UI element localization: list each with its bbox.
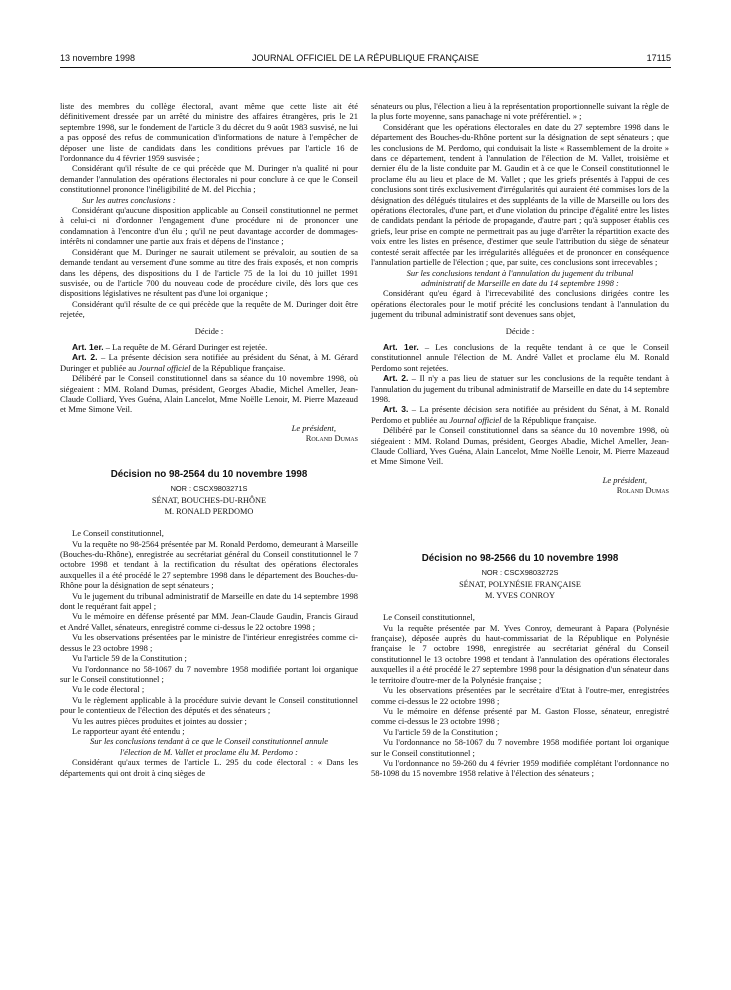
paragraph: Vu le mémoire en défense présenté par MM. Jean-Claude Gaudin, Francis Giraud et André Vallet, sénateurs, enregistré comme ci-dessus le 22 octobre 1998 ;: [60, 611, 358, 632]
paragraph: Vu le mémoire en défense présenté par M. Gaston Flosse, sénateur, enregistré comme ci-dessus le 23 octobre 1998 ;: [371, 705, 669, 727]
paragraph: Vu le code électoral ;: [72, 684, 145, 695]
article-1: Art. 1er. – Les conclusions de la requête tendant à ce que le Conseil constitutionnel annule l'élection de M. André Vallet et proclame élu M. Ronald Perdomo sont rejetées.: [371, 341, 670, 373]
paragraph: liste des membres du collège électoral, avant même que cette liste ait été définitivement dressée par un arrêté du ministre des affaires étrangères, pris le 21 septembre 1998, sur le fondement de l'article 3 du décret du 9 août 1983 susvisé, ne lui a pas opposé des refus de communication d'informations de nature à l'empêcher de déposer une liste de candidats dans les conditions prévues par l'article 16 de l'ordonnance du 4 février 1959 susvisée ;: [60, 101, 358, 164]
paragraph: Considérant qu'aucune disposition applicable au Conseil constitutionnel ne permet à celui-ci ni d'ordonner l'engagement d'une procédure ni de prononcer une condamnation à l'encontre d'un élu ; qu'il ne peut davantage accorder de dommages-intérêts ni condamner une partie aux frais et dépens de l'instance ;: [60, 205, 358, 247]
article-label: Art. 3.: [383, 404, 409, 415]
election-location: SÉNAT, POLYNÉSIE FRANÇAISE: [459, 580, 581, 590]
article-label: Art. 1er.: [383, 341, 419, 352]
article-label: Art. 2.: [72, 352, 98, 363]
paragraph: Considérant qu'aux termes de l'article L. 295 du code électoral : « Dans les départements qui ont droit à cinq sièges de: [60, 757, 358, 778]
party-name: M. RONALD PERDOMO: [164, 506, 254, 516]
decision-title: Décision no 98-2566 du 10 novembre 1998: [421, 552, 619, 564]
right-column: [371, 101, 669, 779]
header-journal-title: JOURNAL OFFICIEL DE LA RÉPUBLIQUE FRANÇAISE: [252, 53, 479, 63]
paragraph: Vu les observations présentées par le secrétaire d'Etat à l'outre-mer, enregistrées comme ci-dessus le 22 octobre 1998 ;: [371, 685, 669, 706]
header-date: 13 novembre 1998: [60, 53, 136, 63]
article-label: Art. 1er.: [72, 341, 104, 352]
paragraph: Vu les autres pièces produites et jointes au dossier ;: [72, 715, 247, 726]
paragraph: Le rapporteur ayant été entendu ;: [72, 725, 185, 736]
nor-reference: NOR : CSCX9803272S: [481, 568, 559, 578]
signature-name: Roland Dumas: [616, 485, 669, 496]
page-header: [60, 53, 671, 67]
paragraph: Considérant qu'eu égard à l'irrecevabilité des conclusions dirigées contre les opérations électorales pour le motif précité les conclusions tendant à l'annulation du jugement du tribunal administratif sont devenues sans objet,: [371, 288, 669, 320]
article-label: Art. 2.: [383, 373, 409, 384]
party-name: M. YVES CONROY: [485, 590, 555, 600]
paragraph: Considérant que les opérations électorales en date du 27 septembre 1998 dans le département des Bouches-du-Rhône portent sur la désignation de sept sénateurs ; que les conclusions de M. Perdomo, qui conduisait la liste « Rassemblement de la droite » dans ce département, tendent à l'annulation de l'élection de M. Vallet, troisième et dernier élu de la liste conduite par M. Gaudin et à ce que le Conseil constitutionnel le proclame élu au lieu et place de M. Vallet ; que les griefs présentés à l'appui de ces conclusions sont tirés exclusivement d'irrégularités qui auraient été commises lors de la désignation des délégués titulaires et des suppléants de la ville de Marseille ou lors des opérations électorales, d'une part, et d'une violation du principe d'égalité entre les listes de candidats pendant la période de propagande, d'autre part ; qu'à supposer établis ces griefs, leur prise en compte ne permettrait pas au juge d'arrêter la répartition exacte des voix entre les listes en présence, d'estimer que seule l'attribution du siège de sénateur contesté serait affectée par les irrégularités alléguées et de prononcer en conséquence l'annulation partielle de l'élection ; que, par suite, ces conclusions sont irrecevables ;: [371, 121, 669, 268]
section-heading: Sur les autres conclusions :: [82, 194, 176, 205]
signature-title: Le président,: [291, 422, 336, 433]
paragraph: Considérant que M. Duringer ne saurait utilement se prévaloir, au soutien de sa demande tendant au versement d'une somme au titre des frais exposés, et non compris dans les dépens, des dispositions du I de l'article 75 de la loi du 10 juillet 1991 susvisée, ou de l'article 700 du nouveau code de procédure civile, dès lors que ces dispositions législatives ne résultent pas d'une loi organique ;: [60, 246, 358, 299]
decision-title: Décision no 98-2564 du 10 novembre 1998: [110, 468, 308, 480]
section-heading: Sur les conclusions tendant à l'annulation du jugement du tribunal administratif de Marseille en date du 14 septembre 1998 :: [406, 267, 634, 288]
article-2: Art. 2. – Il n'y a pas lieu de statuer sur les conclusions de la requête tendant à l'annulation du jugement du tribunal administratif de Marseille en date du 14 septembre 1998.: [371, 373, 670, 404]
paragraph: Vu l'article 59 de la Constitution ;: [72, 653, 187, 664]
paragraph: Vu l'article 59 de la Constitution ;: [383, 726, 498, 737]
signature-title: Le président,: [602, 474, 647, 485]
header-page-number: 17115: [646, 53, 671, 63]
election-location: SÉNAT, BOUCHES-DU-RHÔNE: [151, 496, 267, 506]
article-1: Art. 1er. – La requête de M. Gérard Duringer est rejetée.: [72, 341, 268, 352]
left-column: [60, 101, 358, 778]
deliberation: Délibéré par le Conseil constitutionnel dans sa séance du 10 novembre 1998, où siégeaient : MM. Roland Dumas, président, Georges Abadie, Michel Ameller, Jean-Claude Colliard, Yves Guéna, Alain Lancelot, Mme Noëlle Lenoir, M. Pierre Mazeaud et Mme Simone Veil.: [60, 373, 358, 415]
signature-name: Roland Dumas: [305, 433, 358, 444]
paragraph: Le Conseil constitutionnel,: [72, 528, 164, 539]
paragraph: Vu l'ordonnance no 58-1067 du 7 novembre 1958 modifiée portant loi organique sur le Conseil constitutionnel ;: [60, 663, 358, 684]
paragraph: Considérant qu'il résulte de ce qui précède que la requête de M. Duringer doit être rejetée,: [60, 298, 358, 320]
paragraph: Vu l'ordonnance no 59-260 du 4 février 1959 modifiée complétant l'ordonnance no 58-1098 du 15 novembre 1958 relative à l'élection des sénateurs ;: [371, 757, 669, 779]
paragraph: Vu la requête présentée par M. Yves Conroy, demeurant à Papara (Polynésie française), déposée auprès du haut-commissariat de la République en Polynésie française le 7 octobre 1998, enregistrée au secrétariat général du Conseil constitutionnel le 13 octobre 1998 et tendant à l'annulation des opérations électorales auxquelles il a été procédé le 27 septembre 1998 pour la désignation d'un sénateur dans le territoire d'outre-mer de la Polynésie française ;: [371, 622, 669, 685]
paragraph: Vu le jugement du tribunal administratif de Marseille en date du 14 septembre 1998 dont le requérant fait appel ;: [60, 590, 358, 612]
article-3: Art. 3. – La présente décision sera notifiée au président du Sénat, à M. Ronald Perdomo et publiée au Journal officiel de la République française.: [371, 404, 670, 425]
paragraph: Vu le règlement applicable à la procédure suivie devant le Conseil constitutionnel pour le contentieux de l'élection des députés et des sénateurs ;: [60, 694, 358, 716]
paragraph: Vu les observations présentées par le ministre de l'intérieur enregistrées comme ci-dessus le 23 octobre 1998 ;: [60, 632, 358, 653]
paragraph: Vu l'ordonnance no 58-1067 du 7 novembre 1958 modifiée portant loi organique sur le Conseil constitutionnel ;: [371, 737, 669, 758]
deliberation: Délibéré par le Conseil constitutionnel dans sa séance du 10 novembre 1998, où siégeaient : MM. Roland Dumas, président, Georges Abadie, Michel Ameller, Jean-Claude Colliard, Yves Guéna, Alain Lancelot, Mme Noëlle Lenoir, M. Pierre Mazeaud et Mme Simone Veil.: [371, 425, 669, 467]
paragraph: Vu la requête no 98-2564 présentée par M. Ronald Perdomo, demeurant à Marseille (Bouches-du-Rhône), enregistrée au secrétariat général du Conseil constitutionnel le 7 octobre 1998 et tendant à la rectification du résultat des opérations électorales auxquelles il a été procédé le 27 septembre 1998 dans le département des Bouches-du-Rhône pour la désignation de sept sénateurs ;: [60, 538, 358, 591]
decide-heading: Décide :: [194, 325, 224, 336]
section-heading: Sur les conclusions tendant à ce que le Conseil constitutionnel annule l'élection de M. Vallet et proclame élu M. Perdomo :: [90, 736, 328, 757]
decide-heading: Décide :: [505, 325, 535, 336]
paragraph: Le Conseil constitutionnel,: [383, 612, 475, 623]
header-rule: [60, 67, 671, 68]
paragraph: sénateurs ou plus, l'élection a lieu à la représentation proportionnelle suivant la règle de la plus forte moyenne, sans panachage ni vote préférentiel. » ;: [371, 101, 669, 122]
nor-reference: NOR : CSCX9803271S: [170, 484, 248, 493]
paragraph: Considérant qu'il résulte de ce qui précède que M. Duringer n'a qualité ni pour demander l'annulation des opérations électorales ni pour conclure à ce que le Conseil constitutionnel prononce l'inéligibilité de M. del Picchia ;: [60, 163, 358, 195]
article-2: Art. 2. – La présente décision sera notifiée au président du Sénat, à M. Gérard Duringer et publiée au Journal officiel de la République française.: [60, 352, 358, 373]
